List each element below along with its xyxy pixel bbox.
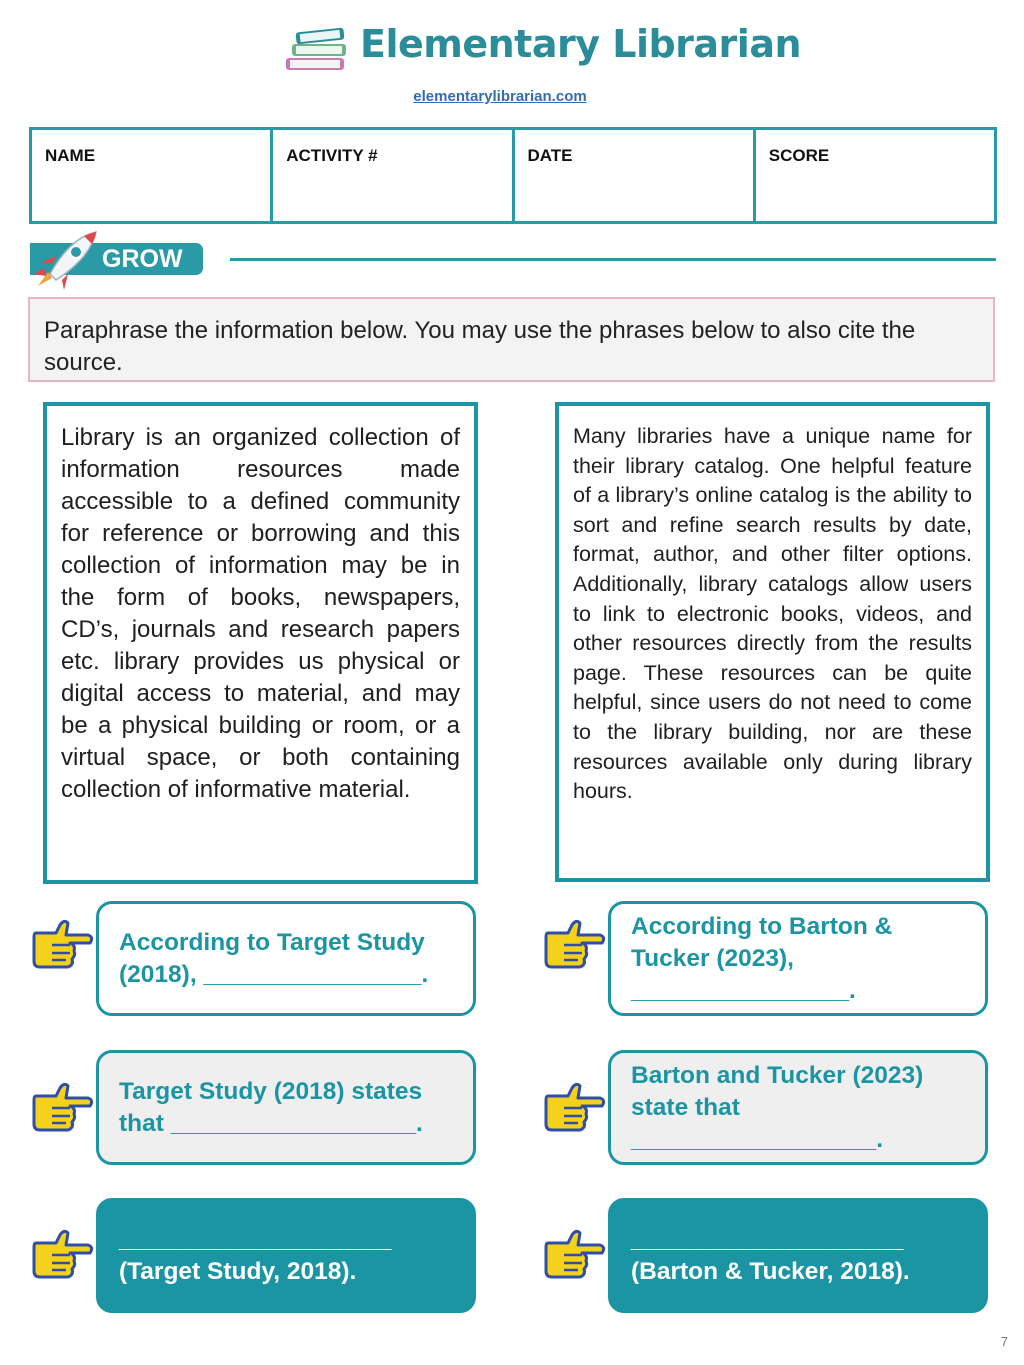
- books-logo-icon: [282, 24, 352, 80]
- source-text-left: Library is an organized collection of information resources made accessible to a defined community for reference or borrowing and this collection of information may be in the form of books, newspapers, CD’s, journals and research papers etc. library provides us physical or digital access to material, and may be a physical building or room, or a virtual space, or both containing collection of informative material.: [43, 402, 478, 884]
- phrase-box-barton-citation[interactable]: [608, 1198, 988, 1313]
- phrase-text: Barton and Tucker (2023) state that __________________.: [631, 1061, 924, 1153]
- source-text-right: Many libraries have a unique name for their library catalog. One helpful feature of a library’s online catalog is the ability to sort and refine search results by date, format, author, and other filter options. Additionally, library catalogs allow users to link to electronic books, videos, and other resources directly from the results page. These resources can be quite helpful, since users do not need to come to the library building, nor are these resources available only during library hours.: [555, 402, 990, 882]
- phrase-box-target-citation[interactable]: [96, 1198, 476, 1313]
- brand-title: Elementary Librarian: [360, 22, 802, 66]
- rocket-icon: [30, 228, 102, 292]
- pointing-hand-icon: [30, 915, 94, 979]
- phrase-text: Target Study (2018) states that __________________.: [119, 1077, 423, 1137]
- score-cell[interactable]: SCORE: [768, 146, 830, 165]
- section-bar: [30, 228, 996, 292]
- phrase-text: According to Target Study (2018), ________________.: [119, 928, 429, 988]
- header: [0, 18, 1024, 88]
- pointing-hand-icon: [30, 1225, 94, 1289]
- phrase-box-target-states[interactable]: [96, 1050, 476, 1165]
- phrase-box-according-barton[interactable]: [608, 901, 988, 1016]
- page-number: 7: [1000, 1334, 1008, 1349]
- phrase-text: According to Barton & Tucker (2023), ________________.: [631, 912, 893, 1004]
- phrase-box-according-target[interactable]: [96, 901, 476, 1016]
- phrase-box-barton-state[interactable]: [608, 1050, 988, 1165]
- date-cell[interactable]: DATE: [515, 130, 756, 221]
- pointing-hand-icon: [542, 915, 606, 979]
- name-cell[interactable]: NAME: [32, 130, 273, 221]
- pointing-hand-icon: [542, 1078, 606, 1142]
- pointing-hand-icon: [30, 1078, 94, 1142]
- section-divider: [230, 258, 996, 261]
- phrase-text: ____________________ (Target Study, 2018).: [119, 1225, 392, 1285]
- section-label: GROW: [30, 243, 203, 275]
- site-link[interactable]: elementarylibrarian.com: [413, 88, 587, 105]
- instructions-box: Paraphrase the information below. You may use the phrases below to also cite the source.: [28, 297, 995, 382]
- activity-cell[interactable]: ACTIVITY #: [273, 130, 514, 221]
- phrase-text: ____________________ (Barton & Tucker, 2018).: [631, 1225, 910, 1285]
- student-info-table: [29, 127, 997, 224]
- pointing-hand-icon: [542, 1225, 606, 1289]
